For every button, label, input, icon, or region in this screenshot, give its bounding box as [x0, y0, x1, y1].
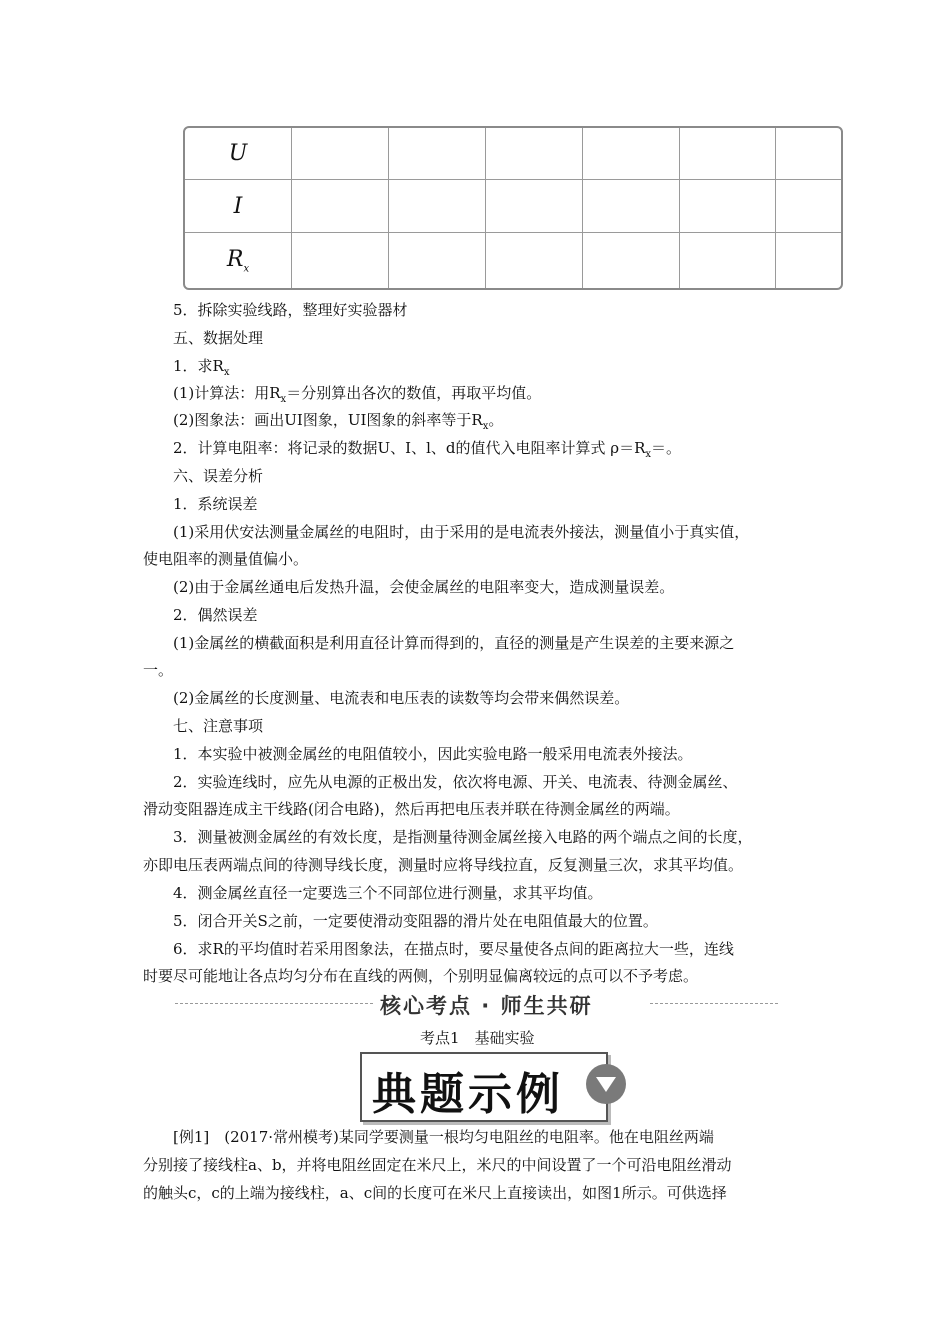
heading-precautions: 七、注意事项 [173, 717, 264, 735]
paragraph-text: 3．测量被测金属丝的有效长度，是指测量待测金属丝接入电路的两个端点之间的长度， [173, 828, 753, 846]
paragraph-text: (2)金属丝的长度测量、电流表和电压表的读数等均会带来偶然误差。 [173, 689, 630, 707]
triangle-down-icon [586, 1064, 626, 1104]
item-calc-method: (1)计算法：用$R_x=$分别算出各次的数值，再取平均值。 [173, 384, 542, 405]
table-cell [776, 233, 841, 288]
paragraph-text: 滑动变阻器连成主干线路(闭合电路)，然后再把电压表并联在待测金属丝的两端。 [143, 800, 680, 818]
section-subtitle: 考点1 基础实验 [420, 1029, 535, 1047]
table-row-u [185, 128, 841, 180]
heading-systematic-error: 1．系统误差 [173, 495, 258, 513]
data-table [183, 126, 843, 290]
row-label-rx: $R_x$ [185, 233, 292, 288]
item-resistivity: 2．计算电阻率：将记录的数据U、I、l、d的值代入电阻率计算式 $\rho=R_x=$。 [173, 439, 682, 460]
item-graph-method: (2)图象法：画出UI图象，UI图象的斜率等于$R_x$。 [173, 411, 504, 432]
table-cell [292, 128, 389, 180]
divider-right [650, 1003, 778, 1004]
paragraph-text: (1)金属丝的横截面积是利用直径计算而得到的，直径的测量是产生误差的主要来源之 [173, 634, 735, 652]
step-5-text: 5．拆除实验线路，整理好实验器材 [173, 301, 408, 319]
paragraph-text: 使电阻率的测量值偏小。 [143, 550, 309, 568]
example-paragraph: 分别接了接线柱a、b，并将电阻丝固定在米尺上，米尺的中间设置了一个可沿电阻丝滑动 [143, 1156, 732, 1174]
paragraph-text: 6．求R的平均值时若采用图象法，在描点时，要尽量使各点间的距离拉大一些，连线 [173, 940, 734, 958]
table-cell [389, 180, 486, 232]
stamp-text: 典题示例 [372, 1069, 564, 1120]
paragraph-text: 4．测金属丝直径一定要选三个不同部位进行测量，求其平均值。 [173, 884, 603, 902]
table-cell [486, 233, 583, 288]
paragraph-text: 亦即电压表两端点间的待测导线长度，测量时应将导线拉直，反复测量三次，求其平均值。 [143, 856, 744, 874]
table-cell [680, 180, 777, 232]
paragraph-text: 时要尽可能地让各点均匀分布在直线的两侧，个别明显偏离较远的点可以不予考虑。 [143, 967, 699, 985]
table-cell [680, 233, 777, 288]
paragraph-text: 2．实验连线时，应先从电源的正极出发，依次将电源、开关、电流表、待测金属丝、 [173, 773, 738, 791]
heading-random-error: 2．偶然误差 [173, 606, 258, 624]
table-cell [292, 233, 389, 288]
table-cell [583, 233, 680, 288]
section-banner: 核心考点 · 师生共研 [380, 994, 593, 1018]
paragraph-text: (2)由于金属丝通电后发热升温，会使金属丝的电阻率变大，造成测量误差。 [173, 578, 675, 596]
example-paragraph: 的触头c，c的上端为接线柱，a、c间的长度可在米尺上直接读出，如图1所示。可供选择 [143, 1184, 727, 1202]
item-find-rx: 1．求$R_x$ [173, 357, 230, 378]
example-paragraph: [例1] (2017·常州模考)某同学要测量一根均匀电阻丝的电阻率。他在电阻丝两端 [173, 1128, 714, 1146]
row-label-u: U [185, 128, 292, 180]
row-label-i: I [185, 180, 292, 232]
table-cell [680, 128, 777, 180]
paragraph-text: 5．闭合开关S之前，一定要使滑动变阻器的滑片处在电阻值最大的位置。 [173, 912, 658, 930]
table-cell [292, 180, 389, 232]
table-cell [486, 128, 583, 180]
paragraph-text: 一。 [143, 661, 174, 679]
table-row-rx [185, 233, 841, 288]
table-row-i [185, 180, 841, 232]
divider-left [175, 1003, 373, 1004]
table-cell [583, 180, 680, 232]
table-cell [583, 128, 680, 180]
table-cell [486, 180, 583, 232]
table-cell [776, 180, 841, 232]
heading-data-processing: 五、数据处理 [173, 329, 264, 347]
paragraph-text: (1)采用伏安法测量金属丝的电阻时，由于采用的是电流表外接法，测量值小于真实值， [173, 523, 750, 541]
paragraph-text: 1．本实验中被测金属丝的电阻值较小，因此实验电路一般采用电流表外接法。 [173, 745, 693, 763]
example-stamp [360, 1052, 608, 1122]
heading-error-analysis: 六、误差分析 [173, 467, 264, 485]
table-cell [776, 128, 841, 180]
table-cell [389, 128, 486, 180]
table-cell [389, 233, 486, 288]
